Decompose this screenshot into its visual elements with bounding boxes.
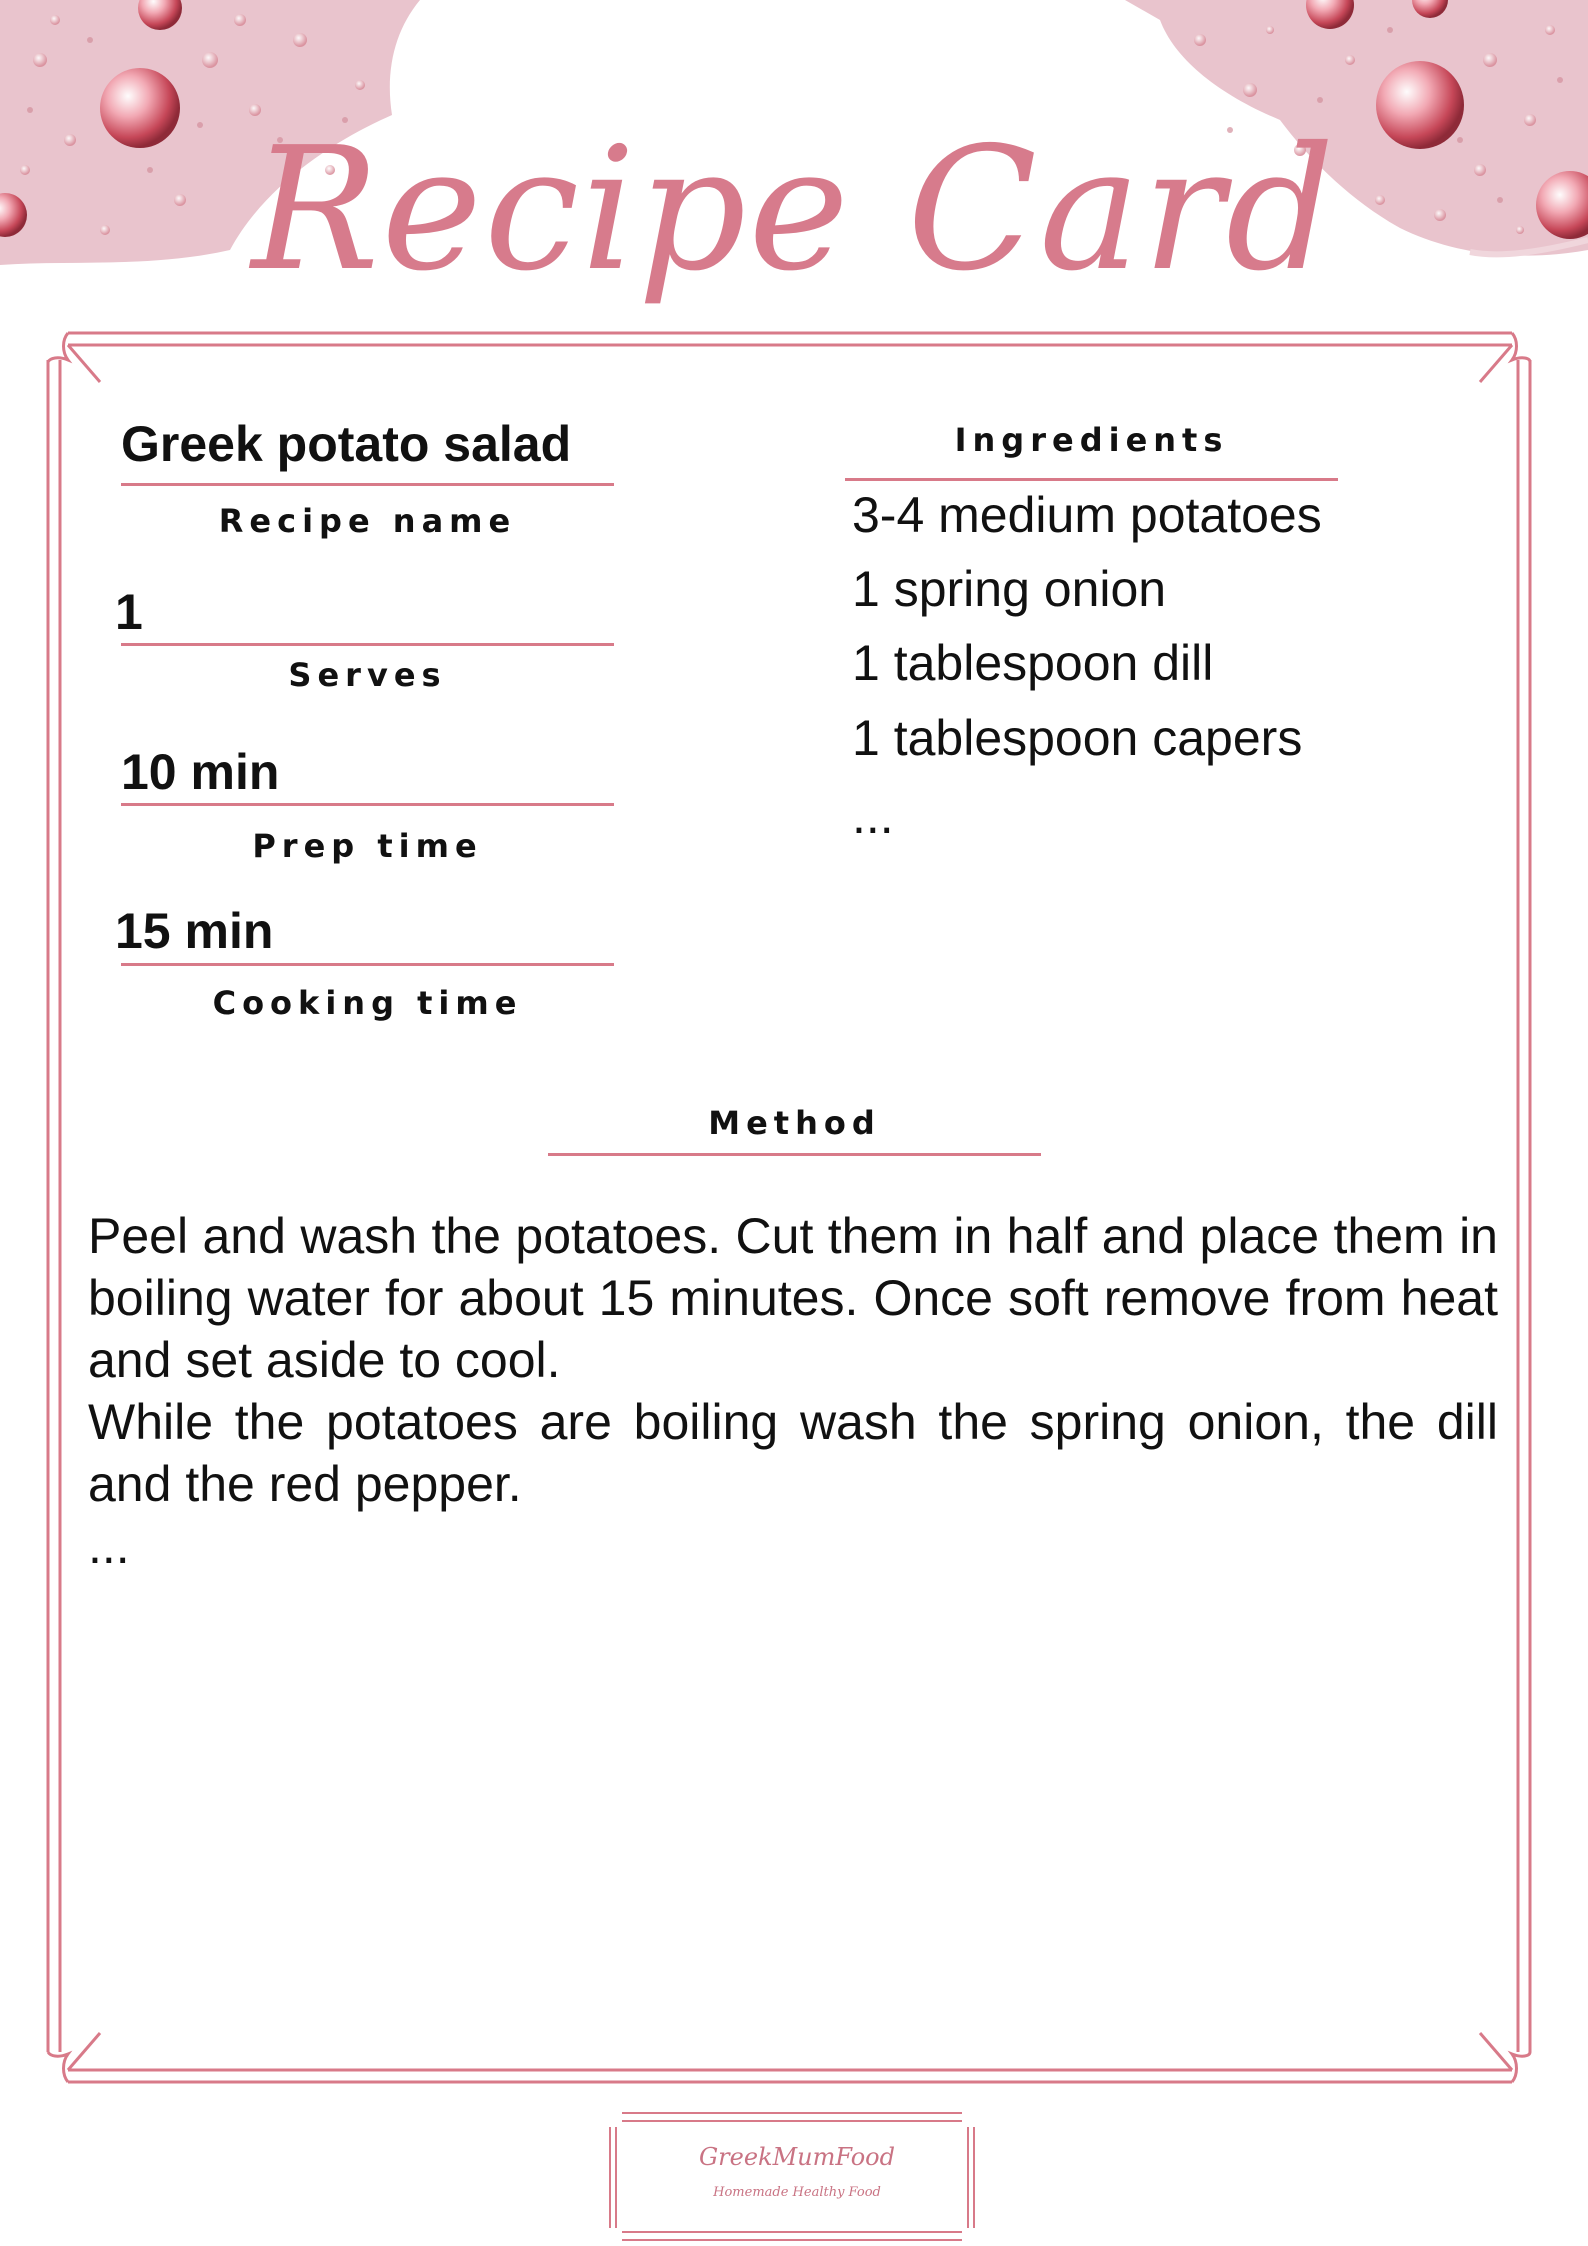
ingredients-line <box>845 478 1338 481</box>
prep-time-value: 10 min <box>121 744 280 800</box>
cooking-time-label: Cooking time <box>212 984 523 1022</box>
serves-line <box>121 643 614 646</box>
method-paragraph: While the potatoes are boiling wash the spring onion, the dill and the red pepper. <box>88 1394 1498 1512</box>
ingredient-item: ... <box>852 788 894 844</box>
ingredient-item: 3-4 medium potatoes <box>852 487 1322 543</box>
serves-value: 1 <box>115 584 143 640</box>
serves-label: Serves <box>288 656 447 694</box>
cooking-time-value: 15 min <box>115 903 274 959</box>
ingredient-item: 1 spring onion <box>852 561 1167 617</box>
cooking-time-line <box>121 963 614 966</box>
ingredient-item: 1 tablespoon dill <box>852 635 1214 691</box>
brand-tagline: Homemade Healthy Food <box>713 2185 881 2200</box>
method-heading: Method <box>708 1104 881 1142</box>
recipe-name-value: Greek potato salad <box>121 416 572 472</box>
recipe-name-label: Recipe name <box>218 502 517 540</box>
page-title: Recipe Card <box>251 111 1337 309</box>
brand-logo-text: GreekMumFood <box>699 2143 895 2171</box>
method-paragraph: Peel and wash the potatoes. Cut them in half and place them in boiling water for about 15 minutes. Once soft remove from heat and set aside to cool. <box>88 1208 1498 1388</box>
ingredients-heading: Ingredients <box>954 421 1229 459</box>
method-paragraph: ... <box>88 1518 130 1574</box>
prep-time-line <box>121 803 614 806</box>
method-text <box>88 1205 1498 1577</box>
method-line <box>548 1153 1041 1156</box>
recipe-name-line <box>121 483 614 486</box>
prep-time-label: Prep time <box>252 827 483 865</box>
ingredient-item: 1 tablespoon capers <box>852 710 1303 766</box>
